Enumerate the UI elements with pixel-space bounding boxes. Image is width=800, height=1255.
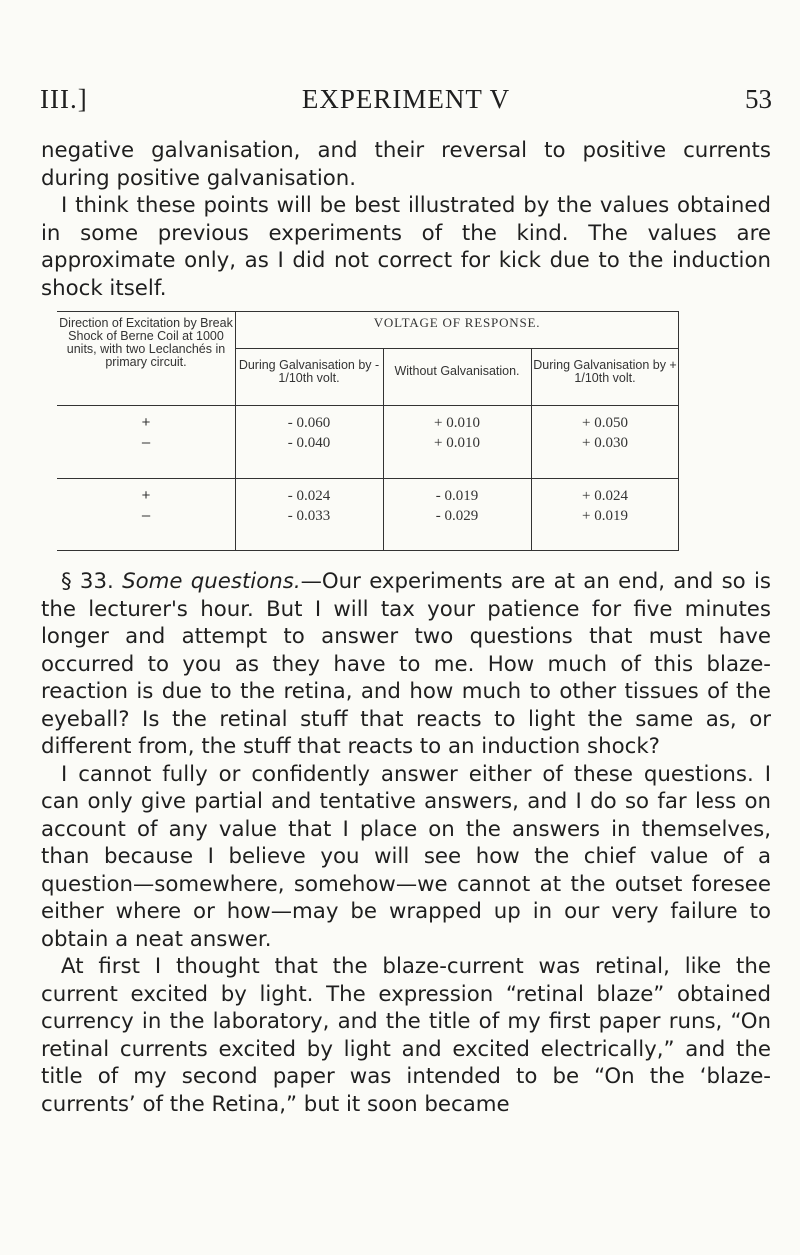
paragraph: I cannot fully or confidently answer either of these questions. I can only give partial and tentative answers, and I do so far less on account of any value that I place on the answers in themselves, than because I believe you will see how the chief value of a question—somewhere, somehow—we cannot at the outset foresee either where or how—may be wrapped up in our very failure to obtain a neat answer. — [41, 761, 771, 952]
section-lead: —Our experiments are at an end, and so is the lecturer's hour. But I will tax your patience for five minutes longer and attempt to answer two questions that must have occurred to you as they have to me. How much of this blaze-reaction is due to the retina, and how much to other tissues of the eyeball? Is the retinal stuff that reacts to light the same as, or different from, the stuff that reacts to an induction shock? — [41, 569, 771, 759]
direction-header: Direction of Excitation by Break Shock of Berne Coil at 1000 units, with two Leclanchés in primary circuit. — [59, 316, 233, 369]
table-cell: + 0.024 — [582, 488, 628, 504]
table-cell: - 0.024 — [287, 488, 331, 504]
running-title: EXPERIMENT V — [301, 84, 511, 114]
section-number: § 33. — [61, 569, 114, 594]
subheader-none: Without Galvanisation. — [394, 364, 520, 378]
voltage-header: VOLTAGE OF RESPONSE. — [373, 315, 541, 330]
section-title: Some questions. — [122, 569, 301, 594]
subheader-positive: During Galvanisation by + 1/10th volt. — [533, 358, 677, 385]
table-cell-sign: + — [141, 414, 151, 431]
paragraph: I think these points will be best illustrated by the values obtained in some previous experiments of the kind. The values are approximate only, as I did not correct for kick due to the induction shock itself. — [41, 193, 771, 301]
bottom-text-block — [41, 568, 771, 1118]
subheader-negative: During Galvanisation by - 1/10th volt. — [238, 358, 380, 385]
chapter-marker: III.] — [40, 84, 88, 114]
voltage-table — [57, 311, 679, 551]
table-cell-sign: – — [141, 434, 151, 451]
table-cell: + 0.010 — [434, 435, 480, 451]
table-cell: + 0.050 — [582, 415, 628, 431]
table-cell: - 0.040 — [287, 435, 331, 451]
table-cell-sign: + — [141, 487, 151, 504]
section-paragraph — [41, 568, 771, 761]
paragraph: negative galvanisation, and their reversal to positive currents during positive galvanisation. — [41, 138, 771, 191]
paragraph: At first I thought that the blaze-current was retinal, like the current excited by light. The expression “retinal blaze” obtained currency in the laboratory, and the title of my first paper runs, “On retinal currents excited by light and excited electrically,” and the title of my second paper was intended to be “On the ‘blaze-currents’ of the Retina,” but it soon became — [41, 954, 771, 1117]
page-number: 53 — [745, 84, 772, 114]
table-cell: + 0.030 — [582, 435, 628, 451]
table-cell-sign: – — [141, 507, 151, 524]
table-cell: + 0.019 — [582, 508, 628, 524]
table-cell: - 0.029 — [435, 508, 479, 524]
top-text-block — [41, 137, 771, 302]
table-cell: + 0.010 — [434, 415, 480, 431]
table-cell: - 0.060 — [287, 415, 331, 431]
table-cell: - 0.019 — [435, 488, 479, 504]
running-header — [40, 84, 772, 124]
table-cell: - 0.033 — [287, 508, 331, 524]
